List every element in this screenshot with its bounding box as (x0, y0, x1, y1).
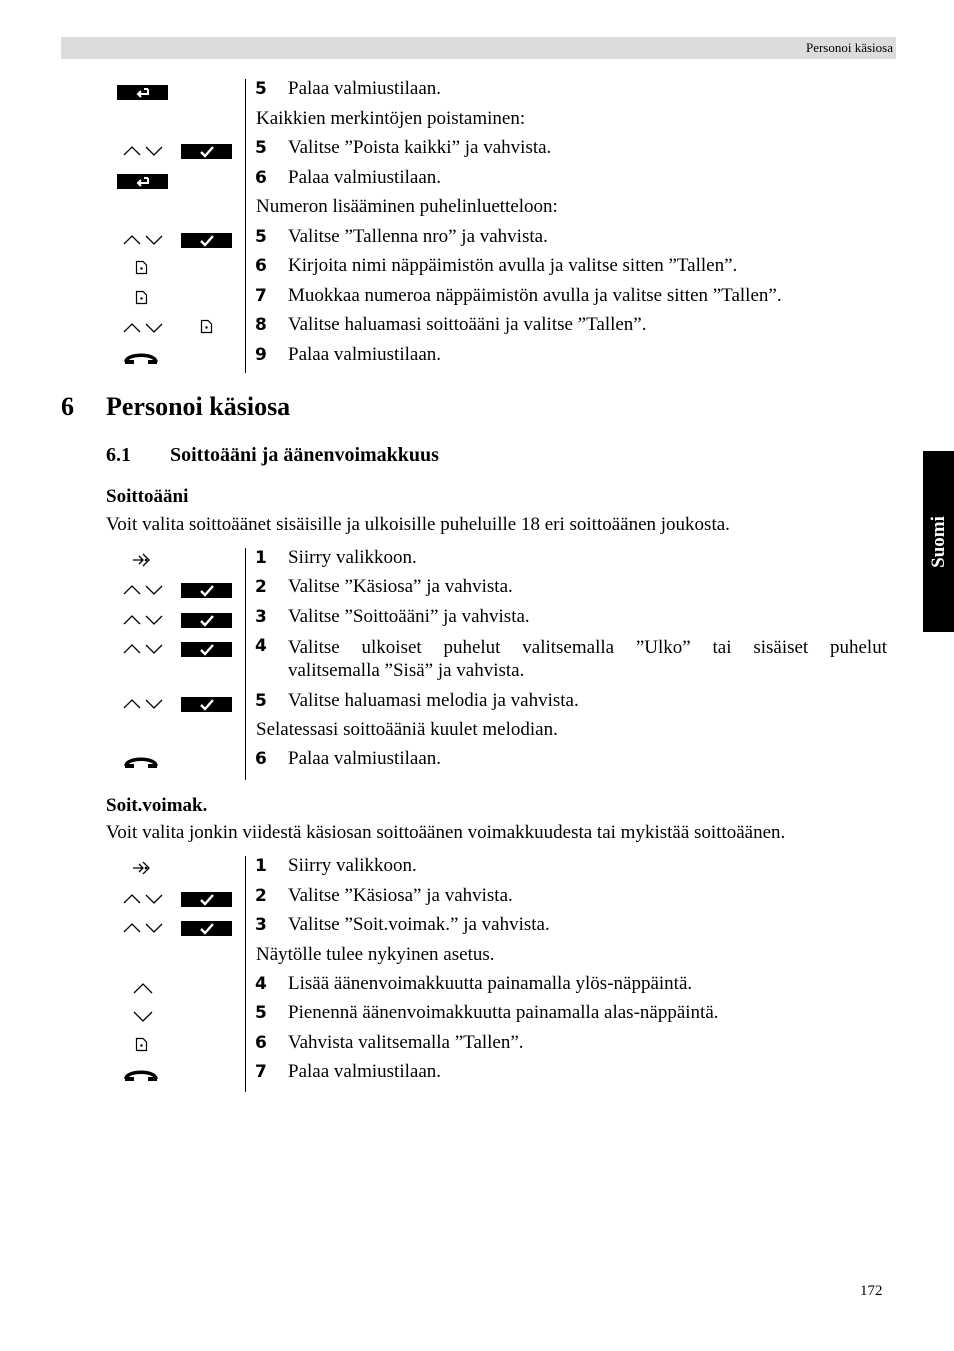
step-row (0, 913, 954, 942)
step-number: 5 (255, 138, 267, 158)
end-call-icon (124, 755, 158, 769)
step-text: Siirry valikkoon. (288, 547, 417, 568)
step-text: Valitse ”Soittoääni” ja vahvista. (288, 606, 530, 627)
up-down-keys-icon (123, 641, 165, 655)
step-number: 1 (255, 856, 267, 876)
up-down-keys-icon (123, 320, 165, 334)
section-title: Personoi käsiosa (106, 392, 291, 421)
step-number: 2 (255, 886, 267, 906)
note-text: Kaikkien merkintöjen poistaminen: (256, 108, 526, 129)
step-text: Kirjoita nimi näppäimistön avulla ja valitse sitten ”Tallen”. (288, 255, 738, 276)
step-row (0, 972, 954, 1001)
ringtone-heading: Soittoääni (106, 486, 189, 507)
soft-key-icon (135, 290, 148, 305)
down-key-icon (133, 1011, 153, 1023)
step-number: 5 (255, 691, 267, 711)
step-text: Valitse ”Käsiosa” ja vahvista. (288, 885, 513, 906)
step-row (0, 225, 954, 254)
ok-key-icon (181, 921, 232, 936)
note-row (0, 718, 954, 747)
up-down-keys-icon (123, 612, 165, 626)
section-number: 6 (61, 392, 74, 421)
step-number: 4 (255, 636, 267, 656)
step-number: 7 (255, 286, 267, 306)
step-number: 5 (255, 79, 267, 99)
note-text: Selatessasi soittoääniä kuulet melodian. (256, 719, 558, 740)
step-number: 8 (255, 315, 267, 335)
step-number: 6 (255, 168, 267, 188)
step-text: Valitse haluamasi soittoääni ja valitse ”Tallen”. (288, 314, 647, 335)
ok-key-icon (181, 642, 232, 657)
up-down-keys-icon (123, 920, 165, 934)
step-row (0, 634, 954, 689)
section-heading (61, 392, 290, 422)
step-text: Valitse ulkoiset puhelut valitsemalla ”Ulko” tai sisäiset puhelut (288, 637, 887, 658)
step-number: 4 (255, 974, 267, 994)
menu-key-icon (132, 552, 152, 568)
header-title: Personoi käsiosa (805, 40, 893, 55)
soft-key-icon (200, 319, 213, 334)
up-down-keys-icon (123, 232, 165, 246)
step-row (0, 605, 954, 634)
step-number: 6 (255, 749, 267, 769)
ringtone-steps (0, 546, 954, 780)
note-text: Näytölle tulee nykyinen asetus. (256, 944, 495, 965)
note-text: Numeron lisääminen puhelinluetteloon: (256, 196, 558, 217)
volume-steps (0, 854, 954, 1092)
back-key-icon (117, 85, 168, 100)
step-number: 7 (255, 1062, 267, 1082)
step-number: 9 (255, 345, 267, 365)
note-row (0, 107, 954, 136)
soft-key-icon (135, 260, 148, 275)
step-row (0, 254, 954, 283)
up-key-icon (133, 982, 153, 994)
volume-heading: Soit.voimak. (106, 795, 208, 816)
step-row (0, 1001, 954, 1030)
step-text: Valitse ”Käsiosa” ja vahvista. (288, 576, 513, 597)
step-row (0, 166, 954, 195)
step-text: Palaa valmiustilaan. (288, 1061, 442, 1082)
step-text: Muokkaa numeroa näppäimistön avulla ja valitse sitten ”Tallen”. (288, 285, 782, 306)
soft-key-icon (135, 1037, 148, 1052)
step-text: Pienennä äänenvoimakkuutta painamalla alas-näppäintä. (288, 1002, 719, 1023)
volume-intro: Voit valita jonkin viidestä käsiosan soittoäänen voimakkuudesta tai mykistää soittoäänen. (106, 822, 786, 843)
end-call-icon (124, 1068, 158, 1082)
step-text: Vahvista valitsemalla ”Tallen”. (288, 1032, 524, 1053)
up-down-keys-icon (123, 696, 165, 710)
up-down-keys-icon (123, 582, 165, 596)
step-row (0, 854, 954, 883)
step-text: Valitse ”Poista kaikki” ja vahvista. (288, 137, 552, 158)
note-row (0, 943, 954, 972)
end-call-icon (124, 351, 158, 365)
step-text: Lisää äänenvoimakkuutta painamalla ylös-näppäintä. (288, 973, 693, 994)
step-number: 3 (255, 915, 267, 935)
up-down-keys-icon (123, 143, 165, 157)
step-row (0, 77, 954, 106)
ok-key-icon (181, 697, 232, 712)
step-row (0, 136, 954, 165)
ok-key-icon (181, 583, 232, 598)
ringtone-intro: Voit valita soittoäänet sisäisille ja ulkoisille puheluille 18 eri soittoäänen joukosta. (106, 514, 730, 535)
step-text: Palaa valmiustilaan. (288, 748, 442, 769)
step-row (0, 313, 954, 342)
subsection-number: 6.1 (106, 444, 131, 466)
step-row (0, 1031, 954, 1060)
step-text-continued: valitsemalla ”Sisä” ja vahvista. (288, 660, 525, 681)
back-key-icon (117, 174, 168, 189)
ok-key-icon (181, 613, 232, 628)
step-row (0, 546, 954, 575)
step-text: Valitse ”Soit.voimak.” ja vahvista. (288, 914, 550, 935)
up-down-keys-icon (123, 891, 165, 905)
step-number: 6 (255, 256, 267, 276)
ok-key-icon (181, 144, 232, 159)
step-number: 5 (255, 227, 267, 247)
step-text: Palaa valmiustilaan. (288, 78, 442, 99)
step-row (0, 284, 954, 313)
step-row (0, 343, 954, 372)
step-row (0, 1060, 954, 1089)
step-number: 3 (255, 607, 267, 627)
note-row (0, 195, 954, 224)
step-text: Siirry valikkoon. (288, 855, 417, 876)
step-text: Valitse haluamasi melodia ja vahvista. (288, 690, 579, 711)
step-text: Palaa valmiustilaan. (288, 167, 442, 188)
menu-key-icon (132, 860, 152, 876)
step-row (0, 884, 954, 913)
running-header (61, 37, 896, 59)
step-text: Palaa valmiustilaan. (288, 344, 442, 365)
step-number: 1 (255, 548, 267, 568)
subsection-heading (106, 444, 439, 467)
step-number: 5 (255, 1003, 267, 1023)
step-number: 2 (255, 577, 267, 597)
step-number: 6 (255, 1033, 267, 1053)
language-tab-label: Suomi (927, 515, 949, 568)
step-row (0, 747, 954, 776)
top-steps (0, 77, 954, 373)
ok-key-icon (181, 233, 232, 248)
page-number: 172 (860, 1283, 883, 1299)
step-row (0, 689, 954, 718)
ok-key-icon (181, 892, 232, 907)
step-text: Valitse ”Tallenna nro” ja vahvista. (288, 226, 548, 247)
subsection-title: Soittoääni ja äänenvoimakkuus (170, 444, 439, 466)
step-row (0, 575, 954, 604)
